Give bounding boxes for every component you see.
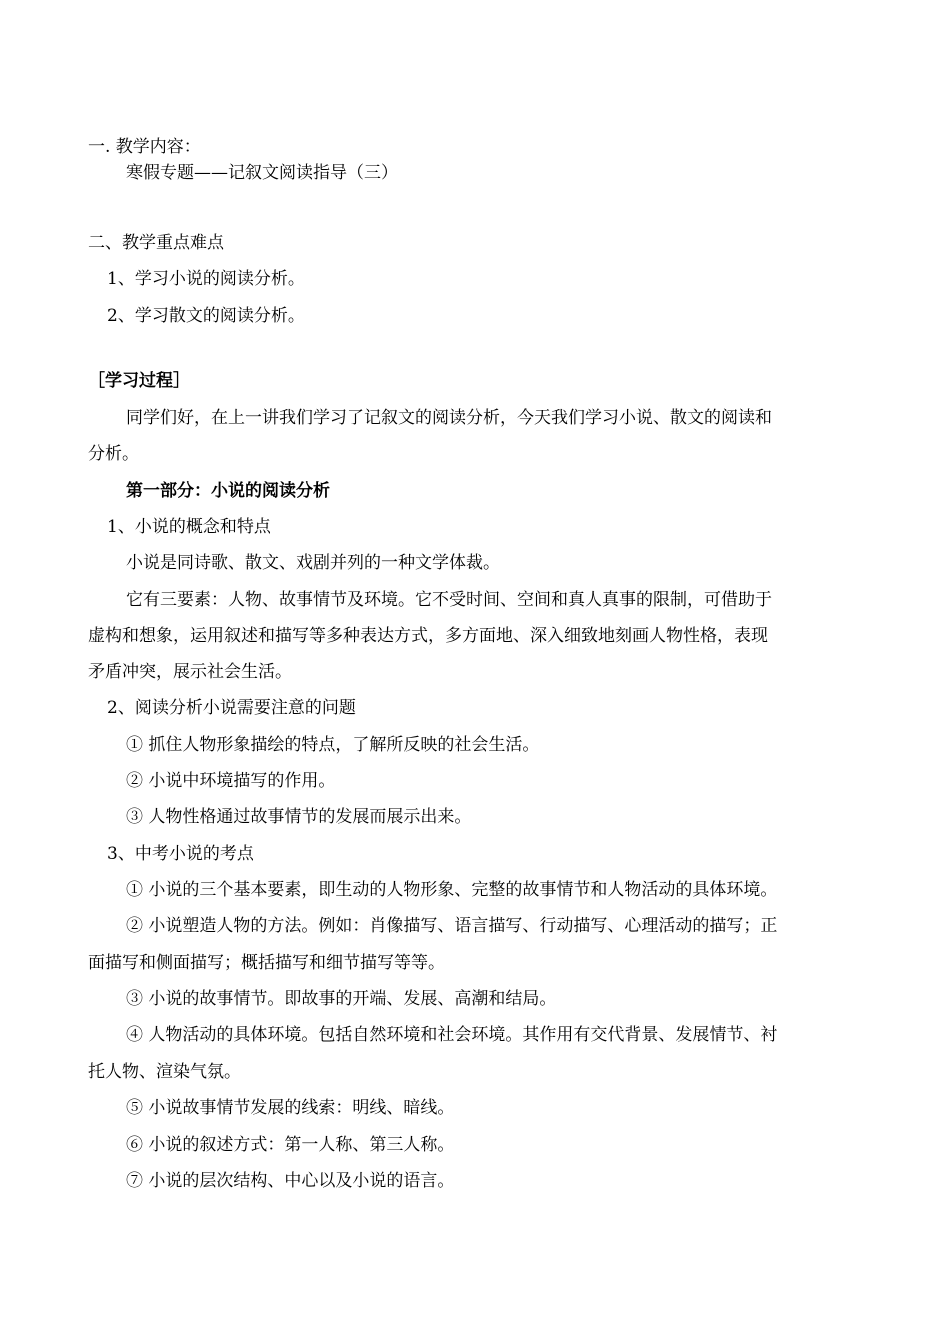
intro-paragraph-line: 同学们好，在上一讲我们学习了记叙文的阅读分析，今天我们学习小说、散文的阅读和 xyxy=(126,408,772,428)
point2-item: ① 抓住人物形象描绘的特点，了解所反映的社会生活。 xyxy=(126,735,540,755)
point1-paragraph-line: 它有三要素：人物、故事情节及环境。它不受时间、空间和真人真事的限制，可借助于 xyxy=(126,590,772,610)
point2-item: ③ 人物性格通过故事情节的发展而展示出来。 xyxy=(126,807,472,827)
part1-heading: 第一部分：小说的阅读分析 xyxy=(126,481,330,501)
point3-item: ⑦ 小说的层次结构、中心以及小说的语言。 xyxy=(126,1171,455,1191)
section1-heading: 一. 教学内容： xyxy=(88,137,201,157)
point3-heading: 3、中考小说的考点 xyxy=(107,844,254,864)
section1-topic: 寒假专题——记叙文阅读指导（三） xyxy=(126,163,398,183)
point1-paragraph-line: 矛盾冲突，展示社会生活。 xyxy=(88,662,292,682)
point3-item-line: 面描写和侧面描写；概括描写和细节描写等等。 xyxy=(88,953,445,973)
point1-paragraph: 小说是同诗歌、散文、戏剧并列的一种文学体裁。 xyxy=(126,553,500,573)
point3-item-line: ④ 人物活动的具体环境。包括自然环境和社会环境。其作用有交代背景、发展情节、衬 xyxy=(126,1025,778,1045)
point3-item: ① 小说的三个基本要素，即生动的人物形象、完整的故事情节和人物活动的具体环境。 xyxy=(126,880,778,900)
point3-item: ③ 小说的故事情节。即故事的开端、发展、高潮和结局。 xyxy=(126,989,557,1009)
section2-item: 1、学习小说的阅读分析。 xyxy=(107,269,305,289)
process-heading: ［学习过程］ xyxy=(88,371,190,391)
point2-item: ② 小说中环境描写的作用。 xyxy=(126,771,336,791)
section2-heading: 二、教学重点难点 xyxy=(88,233,224,253)
intro-paragraph-line: 分析。 xyxy=(88,444,139,464)
point3-item: ⑥ 小说的叙述方式：第一人称、第三人称。 xyxy=(126,1135,455,1155)
section2-item: 2、学习散文的阅读分析。 xyxy=(107,306,305,326)
point1-paragraph-line: 虚构和想象，运用叙述和描写等多种表达方式，多方面地、深入细致地刻画人物性格，表现 xyxy=(88,626,768,646)
point3-item-line: 托人物、渲染气氛。 xyxy=(88,1062,241,1082)
point3-item: ⑤ 小说故事情节发展的线索：明线、暗线。 xyxy=(126,1098,455,1118)
point3-item-line: ② 小说塑造人物的方法。例如：肖像描写、语言描写、行动描写、心理活动的描写；正 xyxy=(126,916,778,936)
point1-heading: 1、小说的概念和特点 xyxy=(107,517,271,537)
point2-heading: 2、阅读分析小说需要注意的问题 xyxy=(107,698,356,718)
